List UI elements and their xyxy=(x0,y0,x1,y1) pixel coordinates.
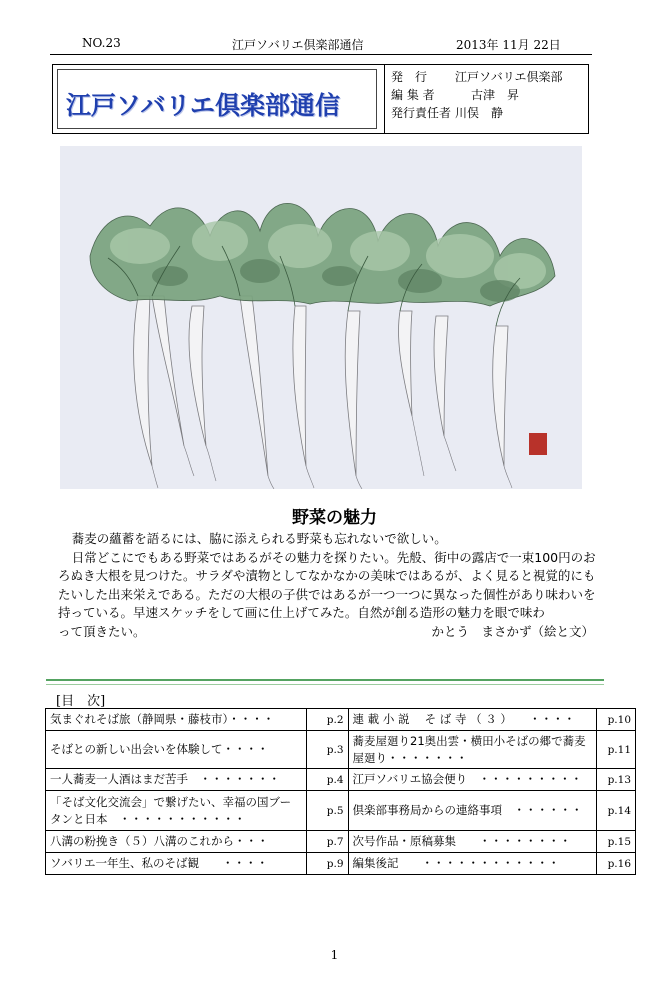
toc-entry[interactable]: 倶楽部事務局からの連絡事項 ・・・・・・ xyxy=(348,791,596,831)
publisher-row xyxy=(391,68,589,86)
editor-row xyxy=(391,86,589,104)
toc-entry[interactable]: 「そば文化交流会」で繋げたい、幸福の国ブータンと日本 ・・・・・・・・・・・ xyxy=(46,791,307,831)
article-title: 野菜の魅力 xyxy=(292,508,377,528)
section-divider xyxy=(46,679,604,681)
header-rule xyxy=(50,54,592,55)
toc-entry[interactable]: ソバリエ一年生、私のそば観 ・・・・ xyxy=(46,853,307,875)
masthead-title-box xyxy=(57,69,377,129)
table-row xyxy=(46,791,636,831)
artist-seal xyxy=(529,433,547,455)
toc-page: p.3 xyxy=(307,731,348,769)
toc-page: p.16 xyxy=(596,853,635,875)
toc-entry[interactable]: 八溝の粉挽き（５）八溝のこれから・・・ xyxy=(46,831,307,853)
toc-entry[interactable]: 次号作品・原稿募集 ・・・・・・・・ xyxy=(348,831,596,853)
toc-page: p.5 xyxy=(307,791,348,831)
responsible-row xyxy=(391,104,589,122)
issue-number: NO.23 xyxy=(82,36,121,50)
toc-entry[interactable]: 蕎麦屋廻り21奥出雲・横田小そばの郷で蕎麦屋廻り・・・・・・・ xyxy=(348,731,596,769)
section-divider-thin xyxy=(46,684,604,685)
toc-page: p.11 xyxy=(596,731,635,769)
toc-entry[interactable]: 気まぐれそば旅（静岡県・藤枝市）・・・・ xyxy=(46,709,307,731)
newsletter-title: 江戸ソバリエ倶楽部通信 xyxy=(66,91,341,120)
article-paragraph-2-end: って頂きたい。 xyxy=(58,623,146,639)
toc-entry[interactable]: 一人蕎麦一人酒はまだ苦手 ・・・・・・・ xyxy=(46,769,307,791)
responsible-label: 発行責任者 xyxy=(391,106,452,120)
radish-painting-svg xyxy=(60,146,582,489)
article-paragraph-2: 日常どこにでもある野菜ではあるがその魅力を探りたい。先般、街中の露店で一束100円のおろぬき大根を見つけた。サラダや漬物としてなかなかの美味ではあるが、よく見ると視覚的にもたいした出来栄えである。ただの大根の子供ではあるが一つ一つに異なった個性があり味わいを持っている。早速スケッチをして画に仕上げてみた。自然が創る造形の魅力を眼で味わ xyxy=(58,549,596,620)
issue-date: 2013年 11月 22日 xyxy=(456,38,561,52)
publisher-label: 発 行 xyxy=(391,70,428,84)
toc-entry[interactable]: 江戸ソバリエ協会便り ・・・・・・・・・ xyxy=(348,769,596,791)
toc-page: p.4 xyxy=(307,769,348,791)
page-number: 1 xyxy=(330,948,339,962)
editor-value: 古津 昇 xyxy=(471,88,520,102)
masthead-info xyxy=(384,65,589,133)
editor-label: 編 集 者 xyxy=(391,88,435,102)
toc-page: p.7 xyxy=(307,831,348,853)
table-row xyxy=(46,769,636,791)
toc-entry[interactable]: 連 載 小 説 そ ば 寺 （ ３ ） ・・・・ xyxy=(348,709,596,731)
article-last-line xyxy=(58,623,598,642)
table-row xyxy=(46,831,636,853)
toc-page: p.15 xyxy=(596,831,635,853)
header-club-name: 江戸ソバリエ倶楽部通信 xyxy=(232,38,364,52)
toc-page: p.13 xyxy=(596,769,635,791)
toc-page: p.9 xyxy=(307,853,348,875)
article-body xyxy=(58,530,598,641)
publisher-value: 江戸ソバリエ倶楽部 xyxy=(455,70,563,84)
article-byline: かとう まさかず（絵と文） xyxy=(431,623,594,639)
radish-painting xyxy=(60,146,582,489)
toc-page: p.10 xyxy=(596,709,635,731)
table-row xyxy=(46,853,636,875)
table-row xyxy=(46,731,636,769)
toc-entry[interactable]: そばとの新しい出会いを体験して・・・・ xyxy=(46,731,307,769)
toc-page: p.2 xyxy=(307,709,348,731)
article-paragraph-1: 蕎麦の蘊蓄を語るには、脇に添えられる野菜も忘れないで欲しい。 xyxy=(71,531,447,546)
toc-heading: [目 次] xyxy=(56,694,106,709)
table-of-contents xyxy=(45,708,636,875)
responsible-value: 川俣 静 xyxy=(455,106,504,120)
toc-page: p.14 xyxy=(596,791,635,831)
masthead xyxy=(52,64,589,134)
toc-entry[interactable]: 編集後記 ・・・・・・・・・・・・ xyxy=(348,853,596,875)
table-row xyxy=(46,709,636,731)
